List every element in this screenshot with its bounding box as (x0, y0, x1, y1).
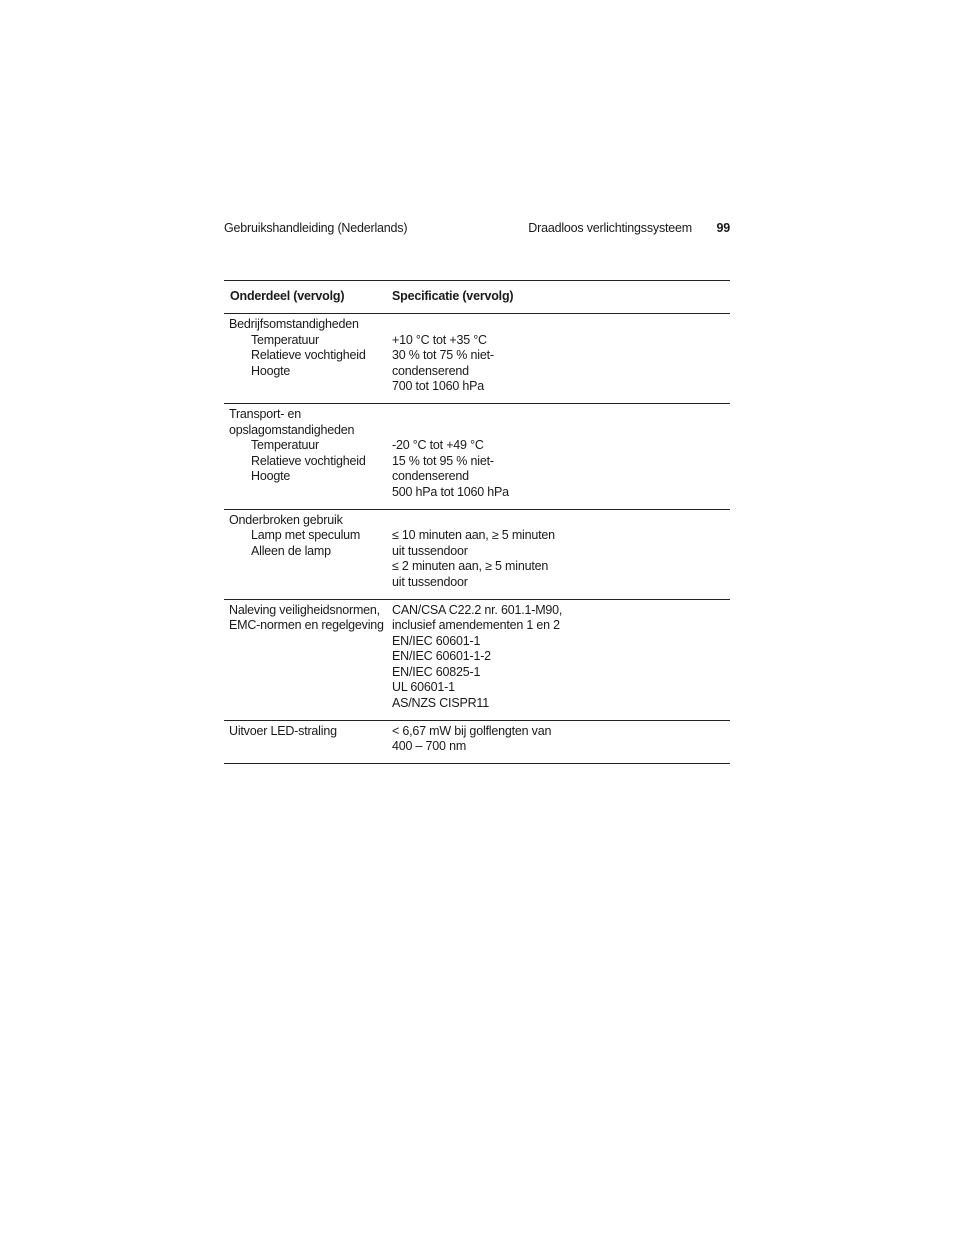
column-header-component: Onderdeel (vervolg) (224, 281, 388, 314)
spec-line: condenserend (392, 363, 469, 378)
spec-line: EN/IEC 60601-1-2 (392, 649, 491, 664)
spec-line: 700 tot 1060 hPa (392, 379, 485, 394)
spec-line: uit tussendoor (392, 574, 468, 589)
spec-line: 500 hPa tot 1060 hPa (392, 484, 509, 499)
row-item: Relatieve vochtigheid (251, 453, 366, 468)
row-item: Temperatuur (251, 332, 319, 347)
page-number: 99 (716, 221, 730, 235)
spec-line: +10 °C tot +35 °C (392, 332, 487, 347)
component-cell (224, 509, 388, 599)
page-header (224, 221, 730, 239)
row-title: EMC-normen en regelgeving (229, 618, 384, 633)
header-product-title: Draadloos verlichtingssysteem (528, 221, 692, 235)
spec-line: condenserend (392, 469, 469, 484)
row-item: Temperatuur (251, 438, 319, 453)
row-item: Hoogte (251, 363, 291, 378)
spec-line: uit tussendoor (392, 543, 468, 558)
row-title: Uitvoer LED-straling (229, 723, 337, 738)
row-title: Naleving veiligheidsnormen, (229, 602, 380, 617)
row-title: Transport- en (229, 406, 301, 421)
table-row (224, 314, 730, 404)
row-item: Relatieve vochtigheid (251, 348, 366, 363)
specification-table (224, 280, 730, 764)
spec-line: 400 – 700 nm (392, 739, 467, 754)
row-title: Bedrijfsomstandigheden (229, 317, 359, 331)
table-row (224, 509, 730, 599)
row-item: Alleen de lamp (251, 543, 331, 558)
header-manual-title: Gebruikshandleiding (Nederlands) (224, 221, 408, 235)
component-cell (224, 599, 388, 720)
spec-line: < 6,67 mW bij golflengten van (392, 723, 552, 738)
spec-line: inclusief amendementen 1 en 2 (392, 618, 560, 633)
component-cell (224, 720, 388, 763)
spec-line: 15 % tot 95 % niet- (392, 453, 494, 468)
spec-line: ≤ 10 minuten aan, ≥ 5 minuten (392, 528, 555, 543)
specification-cell (388, 720, 730, 763)
table-row (224, 403, 730, 509)
spec-line: -20 °C tot +49 °C (392, 438, 484, 453)
specification-cell (388, 599, 730, 720)
row-title: opslagomstandigheden (229, 422, 355, 437)
row-item: Lamp met speculum (251, 528, 361, 543)
table-row (224, 720, 730, 763)
component-cell (224, 403, 388, 509)
table-row (224, 599, 730, 720)
specification-cell (388, 509, 730, 599)
spec-line: ≤ 2 minuten aan, ≥ 5 minuten (392, 559, 549, 574)
specification-cell (388, 403, 730, 509)
spec-line: 30 % tot 75 % niet- (392, 348, 494, 363)
row-item: Hoogte (251, 469, 291, 484)
component-cell (224, 314, 388, 404)
table-header-row (224, 281, 730, 314)
spec-line: CAN/CSA C22.2 nr. 601.1-M90, (392, 602, 563, 617)
row-title: Onderbroken gebruik (229, 512, 343, 527)
spec-line: EN/IEC 60601-1 (392, 633, 481, 648)
spec-line: AS/NZS CISPR11 (392, 696, 489, 711)
specification-cell (388, 314, 730, 404)
column-header-specification: Specificatie (vervolg) (388, 281, 730, 314)
spec-line: UL 60601-1 (392, 680, 455, 695)
spec-line: EN/IEC 60825-1 (392, 664, 481, 679)
